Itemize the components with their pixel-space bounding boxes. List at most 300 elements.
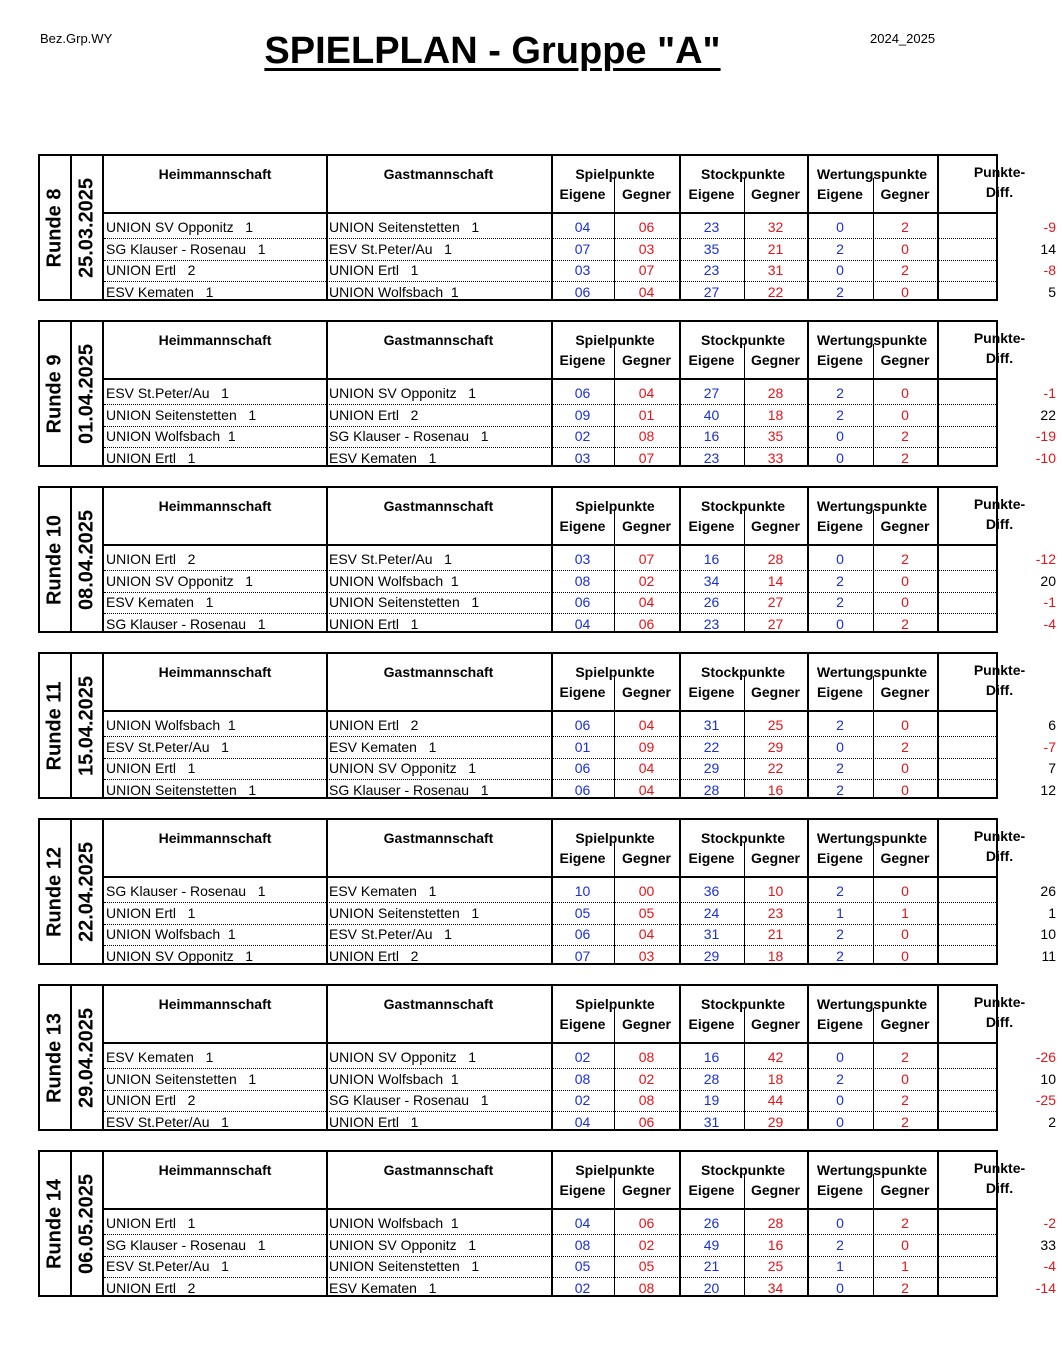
guest-team: UNION Wolfsbach 1 — [329, 572, 459, 589]
wertungspunkte-own: 0 — [836, 1215, 844, 1231]
guest-team: SG Klauser - Rosenau 1 — [329, 1092, 489, 1108]
wertungspunkte-own: 0 — [836, 428, 844, 444]
wertungspunkte-own: 2 — [836, 385, 844, 401]
spielpunkte-own: 08 — [574, 572, 591, 589]
round-label: Runde 10 — [43, 514, 66, 605]
spielpunkte-own: 06 — [574, 926, 591, 942]
header-own: Eigene — [817, 352, 863, 368]
round-grid — [104, 986, 1056, 1130]
round-date-cell — [72, 986, 104, 1129]
spielpunkte-own: 07 — [574, 240, 591, 257]
wertungspunkte-opp: 0 — [901, 781, 909, 798]
header-own: Eigene — [688, 186, 735, 202]
header-diff-1: Punkte- — [973, 496, 1026, 512]
wertungspunkte-own: 0 — [836, 551, 844, 567]
home-team: UNION Ertl 2 — [106, 262, 196, 278]
stockpunkte-opp: 28 — [767, 551, 784, 567]
wertungspunkte-opp: 2 — [901, 219, 909, 235]
header-stockpunkte: Stockpunkte — [700, 996, 785, 1012]
stockpunkte-own: 29 — [703, 947, 720, 964]
stockpunkte-own: 49 — [703, 1236, 720, 1253]
spielpunkte-opp: 04 — [638, 385, 655, 401]
header-opp: Gegner — [621, 186, 671, 202]
spielpunkte-own: 08 — [574, 1236, 591, 1253]
header-spielpunkte: Spielpunkte — [575, 664, 655, 680]
spielpunkte-opp: 01 — [638, 406, 655, 423]
home-team: ESV St.Peter/Au 1 — [106, 738, 229, 755]
header-guest: Gastmannschaft — [383, 1162, 494, 1178]
round-table — [38, 486, 1056, 633]
header-opp: Gegner — [750, 850, 800, 866]
points-diff: 11 — [1041, 947, 1056, 964]
stockpunkte-own: 27 — [703, 283, 720, 300]
points-diff: -9 — [1043, 219, 1056, 235]
round-label: Runde 9 — [43, 354, 66, 433]
stockpunkte-own: 16 — [703, 1049, 720, 1065]
guest-team: UNION Ertl 2 — [329, 717, 419, 733]
spielpunkte-opp: 02 — [638, 1070, 655, 1087]
stockpunkte-own: 31 — [703, 717, 720, 733]
wertungspunkte-opp: 2 — [901, 1215, 909, 1231]
wertungspunkte-opp: 0 — [901, 947, 909, 964]
guest-team: UNION Ertl 2 — [329, 406, 419, 423]
header-opp: Gegner — [880, 186, 930, 202]
header-opp: Gegner — [880, 1182, 930, 1198]
header-home: Heimmannschaft — [158, 830, 272, 846]
round-table — [38, 818, 1056, 965]
home-team: UNION Seitenstetten 1 — [106, 406, 257, 423]
points-diff: 33 — [1040, 1236, 1056, 1253]
home-team: UNION SV Opponitz 1 — [106, 947, 254, 964]
wertungspunkte-own: 0 — [836, 1049, 844, 1065]
guest-team: UNION Seitenstetten 1 — [329, 219, 480, 235]
spielpunkte-opp: 00 — [638, 883, 655, 899]
round-label: Runde 13 — [43, 1012, 66, 1103]
spielpunkte-opp: 08 — [638, 428, 655, 444]
header-diff-1: Punkte- — [973, 330, 1026, 346]
spielpunkte-own: 06 — [574, 760, 591, 776]
stockpunkte-opp: 28 — [767, 385, 784, 401]
header-own: Eigene — [688, 1182, 735, 1198]
round-date: 01.04.2025 — [75, 343, 98, 444]
round-date: 25.03.2025 — [75, 177, 98, 278]
wertungspunkte-own: 2 — [836, 1236, 844, 1253]
round-date-cell — [72, 1152, 104, 1295]
spielpunkte-own: 09 — [574, 406, 591, 423]
spielpunkte-own: 04 — [574, 615, 591, 632]
points-diff: -8 — [1043, 262, 1056, 278]
spielpunkte-own: 06 — [574, 385, 591, 401]
header-opp: Gegner — [880, 352, 930, 368]
stockpunkte-opp: 34 — [767, 1279, 784, 1296]
points-diff: 7 — [1048, 760, 1056, 776]
header-diff-2: Diff. — [985, 848, 1014, 864]
spielpunkte-own: 06 — [574, 781, 591, 798]
wertungspunkte-opp: 1 — [901, 1258, 909, 1274]
header-wertungspunkte: Wertungspunkte — [816, 332, 928, 348]
round-date-cell — [72, 322, 104, 465]
points-diff: -19 — [1035, 428, 1056, 444]
spielpunkte-opp: 07 — [638, 449, 655, 466]
stockpunkte-own: 31 — [703, 926, 720, 942]
header-wertungspunkte: Wertungspunkte — [816, 166, 928, 182]
header-diff-2: Diff. — [985, 1180, 1014, 1196]
points-diff: 10 — [1040, 926, 1056, 942]
header-opp: Gegner — [750, 1016, 800, 1032]
wertungspunkte-own: 0 — [836, 1092, 844, 1108]
stockpunkte-opp: 16 — [767, 781, 784, 798]
header-opp: Gegner — [621, 684, 671, 700]
home-team: UNION Wolfsbach 1 — [106, 428, 236, 444]
guest-team: SG Klauser - Rosenau 1 — [329, 428, 489, 444]
points-diff: -25 — [1035, 1092, 1056, 1108]
spielpunkte-opp: 03 — [638, 240, 655, 257]
points-diff: 14 — [1040, 240, 1056, 257]
round-number-cell — [40, 322, 72, 465]
spielpunkte-opp: 06 — [638, 1215, 655, 1231]
spielpunkte-opp: 04 — [638, 760, 655, 776]
points-diff: 26 — [1040, 883, 1056, 899]
header-diff-2: Diff. — [985, 516, 1014, 532]
header-opp: Gegner — [750, 518, 800, 534]
spielpunkte-own: 06 — [574, 594, 591, 610]
header-wertungspunkte: Wertungspunkte — [816, 498, 928, 514]
home-team: UNION Ertl 1 — [106, 904, 196, 921]
wertungspunkte-opp: 0 — [901, 406, 909, 423]
header-opp: Gegner — [621, 1016, 671, 1032]
stockpunkte-opp: 27 — [767, 594, 784, 610]
round-grid — [104, 322, 1056, 466]
header-own: Eigene — [817, 518, 863, 534]
header-wertungspunkte: Wertungspunkte — [816, 664, 928, 680]
stockpunkte-own: 16 — [703, 551, 720, 567]
spielpunkte-own: 04 — [574, 1215, 591, 1231]
spielpunkte-opp: 03 — [638, 947, 655, 964]
round-number-cell — [40, 1152, 72, 1295]
points-diff: -2 — [1043, 1215, 1056, 1231]
round-label: Runde 8 — [43, 188, 66, 267]
wertungspunkte-opp: 2 — [901, 428, 909, 444]
home-team: SG Klauser - Rosenau 1 — [106, 1236, 266, 1253]
spielpunkte-own: 02 — [574, 1092, 591, 1108]
home-team: UNION Ertl 1 — [106, 449, 196, 466]
home-team: UNION Ertl 1 — [106, 1215, 196, 1231]
header-opp: Gegner — [750, 186, 800, 202]
wertungspunkte-own: 2 — [836, 760, 844, 776]
guest-team: UNION Ertl 1 — [329, 262, 419, 278]
wertungspunkte-opp: 0 — [901, 760, 909, 776]
wertungspunkte-own: 0 — [836, 615, 844, 632]
header-own: Eigene — [817, 1016, 863, 1032]
guest-team: ESV St.Peter/Au 1 — [329, 240, 452, 257]
home-team: UNION Ertl 2 — [106, 551, 196, 567]
header-guest: Gastmannschaft — [383, 664, 494, 680]
header-wertungspunkte: Wertungspunkte — [816, 1162, 928, 1178]
header-diff-2: Diff. — [985, 184, 1014, 200]
stockpunkte-opp: 29 — [767, 1113, 784, 1130]
header-wertungspunkte: Wertungspunkte — [816, 996, 928, 1012]
round-grid — [104, 654, 1056, 798]
round-table — [38, 652, 1056, 799]
spielpunkte-own: 05 — [574, 1258, 591, 1274]
guest-team: ESV Kematen 1 — [329, 1279, 437, 1296]
round-number-cell — [40, 986, 72, 1129]
home-team: ESV Kematen 1 — [106, 1049, 214, 1065]
header-opp: Gegner — [621, 850, 671, 866]
header-home: Heimmannschaft — [158, 332, 272, 348]
home-team: UNION Seitenstetten 1 — [106, 781, 257, 798]
points-diff: -12 — [1035, 551, 1056, 567]
home-team: UNION Ertl 1 — [106, 760, 196, 776]
header-diff-1: Punkte- — [973, 164, 1026, 180]
guest-team: UNION SV Opponitz 1 — [329, 385, 477, 401]
round-date: 15.04.2025 — [75, 675, 98, 776]
header-own: Eigene — [817, 1182, 863, 1198]
stockpunkte-opp: 31 — [767, 262, 784, 278]
wertungspunkte-own: 2 — [836, 883, 844, 899]
spielpunkte-opp: 09 — [638, 738, 655, 755]
header-stockpunkte: Stockpunkte — [700, 1162, 785, 1178]
stockpunkte-opp: 25 — [767, 1258, 784, 1274]
stockpunkte-own: 22 — [703, 738, 720, 755]
wertungspunkte-opp: 2 — [901, 738, 909, 755]
header-own: Eigene — [688, 1016, 735, 1032]
stockpunkte-opp: 18 — [767, 947, 784, 964]
wertungspunkte-opp: 0 — [901, 1070, 909, 1087]
wertungspunkte-own: 1 — [836, 904, 844, 921]
header-own: Eigene — [559, 850, 606, 866]
stockpunkte-opp: 22 — [767, 760, 784, 776]
wertungspunkte-own: 2 — [836, 283, 844, 300]
spielpunkte-own: 10 — [574, 883, 591, 899]
header-diff-1: Punkte- — [973, 828, 1026, 844]
header-home: Heimmannschaft — [158, 498, 272, 514]
header-home: Heimmannschaft — [158, 1162, 272, 1178]
points-diff: 6 — [1048, 717, 1056, 733]
header-spielpunkte: Spielpunkte — [575, 830, 655, 846]
stockpunkte-own: 34 — [703, 572, 720, 589]
wertungspunkte-own: 2 — [836, 1070, 844, 1087]
spielpunkte-own: 07 — [574, 947, 591, 964]
spielpunkte-opp: 04 — [638, 781, 655, 798]
guest-team: ESV St.Peter/Au 1 — [329, 926, 452, 942]
header-spielpunkte: Spielpunkte — [575, 332, 655, 348]
header-own: Eigene — [688, 684, 735, 700]
spielpunkte-opp: 07 — [638, 262, 655, 278]
wertungspunkte-opp: 2 — [901, 449, 909, 466]
home-team: ESV St.Peter/Au 1 — [106, 385, 229, 401]
guest-team: UNION Wolfsbach 1 — [329, 1215, 459, 1231]
points-diff: 5 — [1048, 283, 1056, 300]
spielpunkte-opp: 04 — [638, 594, 655, 610]
spielpunkte-own: 01 — [574, 738, 591, 755]
wertungspunkte-opp: 2 — [901, 615, 909, 632]
header-own: Eigene — [688, 850, 735, 866]
round-date: 06.05.2025 — [75, 1173, 98, 1274]
round-date: 22.04.2025 — [75, 841, 98, 942]
stockpunkte-opp: 18 — [767, 1070, 784, 1087]
header-opp: Gegner — [621, 352, 671, 368]
wertungspunkte-opp: 2 — [901, 1049, 909, 1065]
stockpunkte-own: 40 — [703, 406, 720, 423]
header-opp: Gegner — [880, 850, 930, 866]
wertungspunkte-own: 2 — [836, 406, 844, 423]
home-team: UNION Ertl 2 — [106, 1092, 196, 1108]
spielpunkte-own: 05 — [574, 904, 591, 921]
guest-team: UNION Ertl 1 — [329, 615, 419, 632]
stockpunkte-opp: 10 — [767, 883, 784, 899]
wertungspunkte-own: 2 — [836, 926, 844, 942]
wertungspunkte-opp: 0 — [901, 240, 909, 257]
header-spielpunkte: Spielpunkte — [575, 166, 655, 182]
header-stockpunkte: Stockpunkte — [700, 166, 785, 182]
spielpunkte-opp: 07 — [638, 551, 655, 567]
guest-team: UNION Wolfsbach 1 — [329, 1070, 459, 1087]
header-opp: Gegner — [880, 518, 930, 534]
wertungspunkte-opp: 0 — [901, 926, 909, 942]
header-spielpunkte: Spielpunkte — [575, 996, 655, 1012]
wertungspunkte-own: 2 — [836, 240, 844, 257]
home-team: UNION Seitenstetten 1 — [106, 1070, 257, 1087]
header-own: Eigene — [817, 684, 863, 700]
stockpunkte-opp: 32 — [767, 219, 784, 235]
round-number-cell — [40, 654, 72, 797]
guest-team: UNION Wolfsbach 1 — [329, 283, 459, 300]
home-team: SG Klauser - Rosenau 1 — [106, 240, 266, 257]
spielpunkte-opp: 06 — [638, 1113, 655, 1130]
stockpunkte-opp: 21 — [767, 926, 784, 942]
header-stockpunkte: Stockpunkte — [700, 664, 785, 680]
header-guest: Gastmannschaft — [383, 166, 494, 182]
header-opp: Gegner — [621, 1182, 671, 1198]
points-diff: 2 — [1048, 1113, 1056, 1130]
stockpunkte-own: 20 — [703, 1279, 720, 1296]
header-own: Eigene — [817, 850, 863, 866]
header-own: Eigene — [559, 352, 606, 368]
points-diff: -14 — [1035, 1279, 1056, 1296]
header-diff-1: Punkte- — [973, 994, 1026, 1010]
round-number-cell — [40, 820, 72, 963]
round-grid — [104, 1152, 1056, 1296]
spielpunkte-opp: 05 — [638, 904, 655, 921]
stockpunkte-opp: 29 — [767, 738, 784, 755]
header-home: Heimmannschaft — [158, 996, 272, 1012]
spielpunkte-opp: 08 — [638, 1049, 655, 1065]
guest-team: UNION Ertl 1 — [329, 1113, 419, 1130]
home-team: ESV St.Peter/Au 1 — [106, 1258, 229, 1274]
home-team: UNION Ertl 2 — [106, 1279, 196, 1296]
stockpunkte-opp: 33 — [767, 449, 784, 466]
points-diff: -26 — [1035, 1049, 1056, 1065]
wertungspunkte-own: 2 — [836, 947, 844, 964]
round-date: 08.04.2025 — [75, 509, 98, 610]
wertungspunkte-opp: 2 — [901, 1092, 909, 1108]
stockpunkte-own: 27 — [703, 385, 720, 401]
stockpunkte-opp: 44 — [767, 1092, 784, 1108]
stockpunkte-opp: 42 — [767, 1049, 784, 1065]
header-spielpunkte: Spielpunkte — [575, 1162, 655, 1178]
round-table — [38, 154, 1056, 301]
stockpunkte-opp: 21 — [767, 240, 784, 257]
spielpunkte-own: 08 — [574, 1070, 591, 1087]
spielpunkte-own: 02 — [574, 1279, 591, 1296]
wertungspunkte-opp: 2 — [901, 1279, 909, 1296]
spielpunkte-opp: 04 — [638, 926, 655, 942]
spielpunkte-opp: 05 — [638, 1258, 655, 1274]
header-opp: Gegner — [880, 1016, 930, 1032]
round-grid — [104, 488, 1056, 632]
round-date-cell — [72, 654, 104, 797]
wertungspunkte-opp: 0 — [901, 283, 909, 300]
header-home: Heimmannschaft — [158, 664, 272, 680]
round-table — [38, 984, 1056, 1131]
header-diff-2: Diff. — [985, 682, 1014, 698]
stockpunkte-own: 31 — [703, 1113, 720, 1130]
spielpunkte-opp: 06 — [638, 219, 655, 235]
home-team: ESV Kematen 1 — [106, 594, 214, 610]
points-diff: -4 — [1043, 615, 1056, 632]
header-diff-2: Diff. — [985, 1014, 1014, 1030]
points-diff: -4 — [1043, 1258, 1056, 1274]
header-stockpunkte: Stockpunkte — [700, 332, 785, 348]
wertungspunkte-own: 0 — [836, 219, 844, 235]
header-guest: Gastmannschaft — [383, 332, 494, 348]
wertungspunkte-own: 2 — [836, 781, 844, 798]
guest-team: ESV Kematen 1 — [329, 738, 437, 755]
round-grid — [104, 820, 1056, 964]
wertungspunkte-opp: 0 — [901, 1236, 909, 1253]
header-guest: Gastmannschaft — [383, 996, 494, 1012]
header-opp: Gegner — [750, 1182, 800, 1198]
round-label: Runde 14 — [43, 1178, 66, 1269]
wertungspunkte-opp: 2 — [901, 1113, 909, 1130]
stockpunkte-opp: 14 — [767, 572, 784, 589]
stockpunkte-opp: 23 — [767, 904, 784, 921]
header-stockpunkte: Stockpunkte — [700, 830, 785, 846]
header-own: Eigene — [559, 518, 606, 534]
wertungspunkte-own: 0 — [836, 1279, 844, 1296]
header-own: Eigene — [688, 352, 735, 368]
stockpunkte-own: 23 — [703, 262, 720, 278]
points-diff: -1 — [1043, 385, 1056, 401]
header-spielpunkte: Spielpunkte — [575, 498, 655, 514]
guest-team: UNION Seitenstetten 1 — [329, 1258, 480, 1274]
spielpunkte-own: 06 — [574, 717, 591, 733]
wertungspunkte-own: 0 — [836, 1113, 844, 1130]
round-grid — [104, 156, 1056, 300]
spielpunkte-opp: 06 — [638, 615, 655, 632]
wertungspunkte-opp: 0 — [901, 594, 909, 610]
home-team: SG Klauser - Rosenau 1 — [106, 615, 266, 632]
group-label: Bez.Grp.WY — [40, 31, 113, 46]
stockpunkte-opp: 25 — [767, 717, 784, 733]
header-guest: Gastmannschaft — [383, 830, 494, 846]
stockpunkte-own: 26 — [703, 1215, 720, 1231]
wertungspunkte-own: 2 — [836, 572, 844, 589]
wertungspunkte-own: 0 — [836, 449, 844, 466]
wertungspunkte-own: 1 — [836, 1258, 844, 1274]
spielpunkte-own: 03 — [574, 262, 591, 278]
round-date-cell — [72, 820, 104, 963]
header-opp: Gegner — [750, 352, 800, 368]
guest-team: UNION Seitenstetten 1 — [329, 594, 480, 610]
stockpunkte-own: 26 — [703, 594, 720, 610]
spielpunkte-own: 02 — [574, 1049, 591, 1065]
header-own: Eigene — [559, 186, 606, 202]
spielpunkte-own: 04 — [574, 1113, 591, 1130]
stockpunkte-opp: 28 — [767, 1215, 784, 1231]
spielpunkte-own: 03 — [574, 449, 591, 466]
